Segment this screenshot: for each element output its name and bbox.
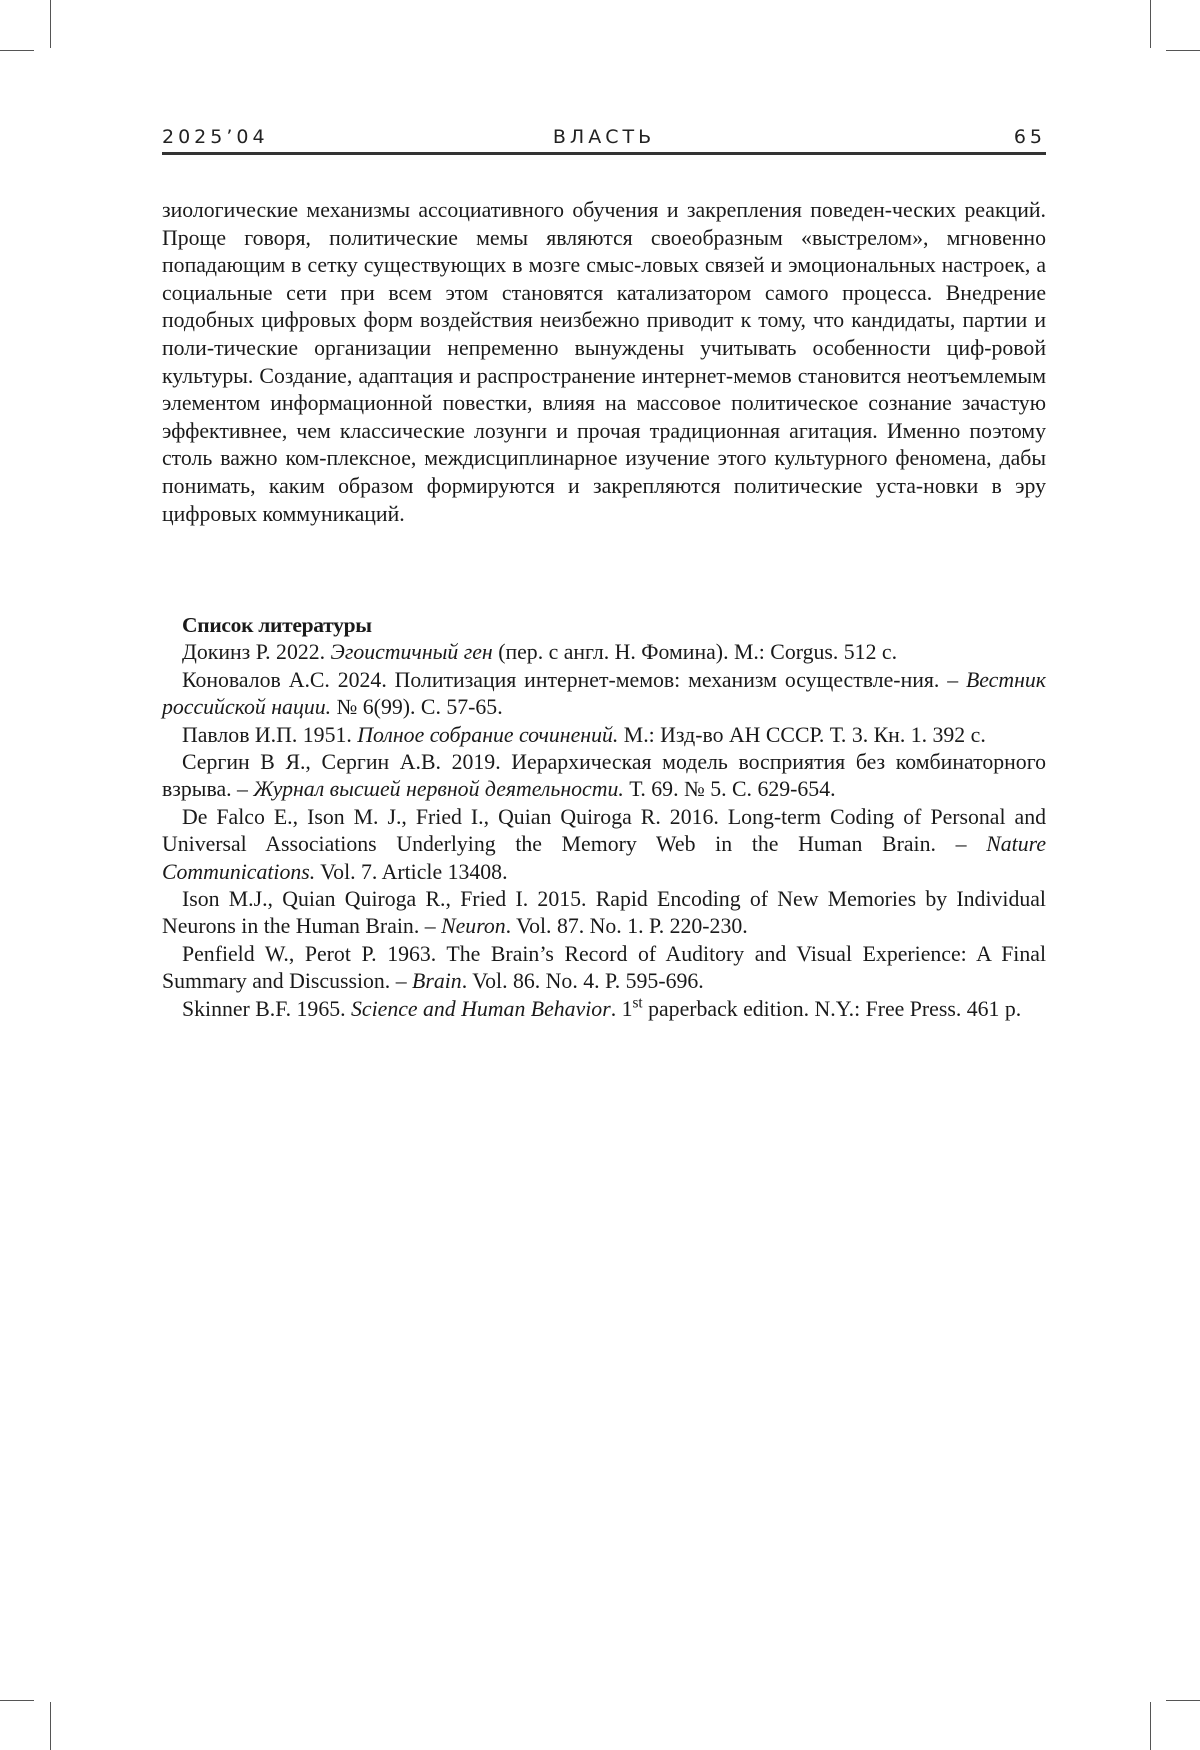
references-section bbox=[162, 612, 1046, 1023]
reference-item: Сергин В Я., Сергин А.В. 2019. Иерархическая модель восприятия без комбинаторного взрыва. – Журнал высшей нервной деятельности. Т. 69. № 5. С. 629-654. bbox=[162, 749, 1046, 804]
reference-item: Skinner B.F. 1965. Science and Human Behavior. 1st paperback edition. N.Y.: Free Press. 461 p. bbox=[162, 996, 1046, 1023]
header-rule bbox=[162, 152, 1046, 155]
crop-mark bbox=[1150, 0, 1151, 48]
crop-mark bbox=[0, 1700, 34, 1701]
references-heading: Список литературы bbox=[162, 612, 1046, 639]
reference-item: Коновалов А.С. 2024. Политизация интернет-мемов: механизм осуществле-ния. – Вестник российской нации. № 6(99). С. 57-65. bbox=[162, 667, 1046, 722]
reference-item: De Falco E., Ison M. J., Fried I., Quian Quiroga R. 2016. Long-term Coding of Personal and Universal Associations Underlying the Memory Web in the Human Brain. – Nature Communications. Vol. 7. Article 13408. bbox=[162, 804, 1046, 886]
article-body bbox=[162, 197, 1046, 528]
running-header bbox=[162, 126, 1046, 152]
crop-mark bbox=[1166, 50, 1200, 51]
reference-item: Ison M.J., Quian Quiroga R., Fried I. 2015. Rapid Encoding of New Memories by Individual Neurons in the Human Brain. – Neuron. Vol. 87. No. 1. P. 220-230. bbox=[162, 886, 1046, 941]
crop-mark bbox=[1150, 1702, 1151, 1750]
crop-mark bbox=[1166, 1700, 1200, 1701]
journal-title: ВЛАСТЬ bbox=[162, 126, 1046, 148]
crop-mark bbox=[50, 1702, 51, 1750]
reference-item: Penfield W., Perot P. 1963. The Brain’s Record of Auditory and Visual Experience: A Final Summary and Discussion. – Brain. Vol. 86. No. 4. P. 595-696. bbox=[162, 941, 1046, 996]
references-list bbox=[162, 639, 1046, 1023]
issue-label: 2025’04 bbox=[162, 126, 269, 148]
crop-mark bbox=[0, 50, 34, 51]
reference-item: Докинз Р. 2022. Эгоистичный ген (пер. с англ. Н. Фомина). М.: Corgus. 512 с. bbox=[162, 639, 1046, 666]
page-number: 65 bbox=[1014, 126, 1046, 148]
body-paragraph: зиологические механизмы ассоциативного обучения и закрепления поведен-ческих реакций. Проще говоря, политические мемы являются своеобразным «выстрелом», мгновенно попадающим в сетку существующих в мозге смыс-ловых связей и эмоциональных настроек, а социальные сети при всем этом становятся катализатором самого процесса. Внедрение подобных цифровых форм воздействия неизбежно приводит к тому, что кандидаты, партии и поли-тические организации непременно вынуждены учитывать особенности циф-ровой культуры. Создание, адаптация и распространение интернет-мемов становится неотъемлемым элементом информационной повестки, влияя на массовое политическое сознание зачастую эффективнее, чем классические лозунги и прочая традиционная агитация. Именно поэтому столь важно ком-плексное, междисциплинарное изучение этого культурного феномена, дабы понимать, каким образом формируются и закрепляются политические уста-новки в эру цифровых коммуникаций. bbox=[162, 197, 1046, 528]
crop-mark bbox=[50, 0, 51, 48]
reference-item: Павлов И.П. 1951. Полное собрание сочинений. М.: Изд-во АН СССР. Т. 3. Кн. 1. 392 с. bbox=[162, 722, 1046, 749]
